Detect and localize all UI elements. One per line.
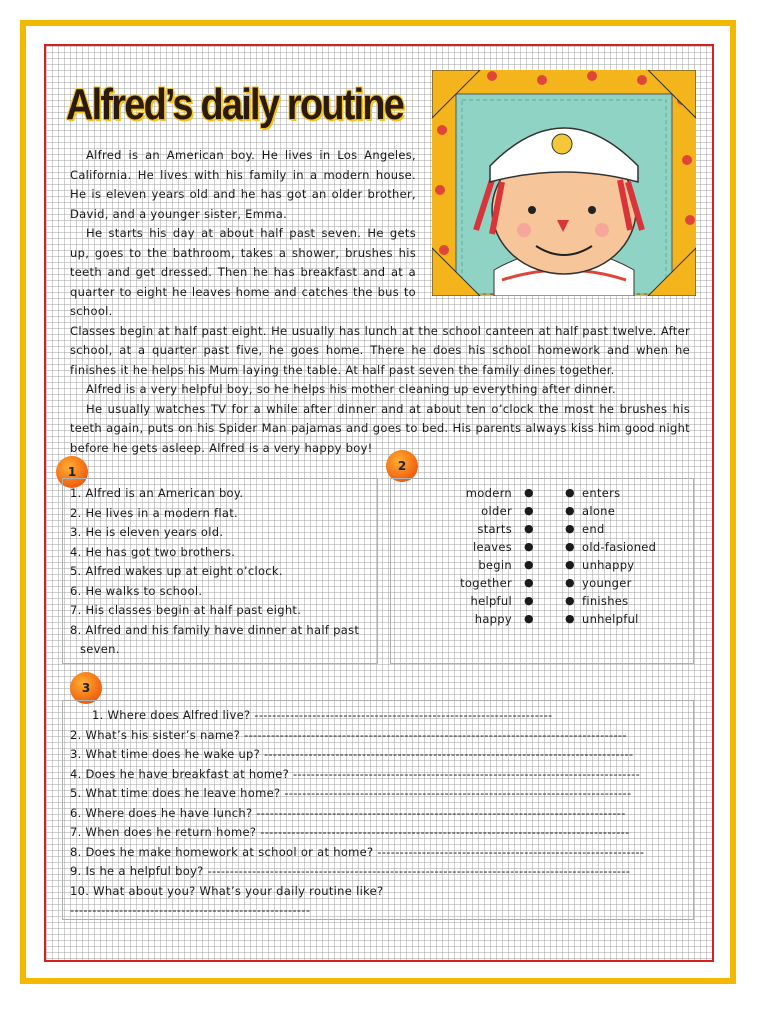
match-word: starts [477,522,512,536]
question-line: 1. Where does Alfred live? ------------------------------------------------------------------- [92,708,553,722]
match-word: younger [582,576,632,590]
bullet-dot: ● [524,594,534,607]
list-item: 5. Alfred wakes up at eight o’clock. [70,564,283,578]
paragraph-2a: He starts his day at about half past seven. He gets up, goes to the bathroom, takes a shower, brushes his teeth and get dressed. Then he has breakfast and at a quarter to eight he leaves home and catches the bus to school. [70,226,416,318]
match-word: enters [582,486,621,500]
question-line: 9. Is he a helpful boy? ----------------------------------------------------------------------------------------------- [70,864,631,878]
list-item: 4. He has got two brothers. [70,544,236,559]
list-item: 7. His classes begin at half past eight. [70,603,302,617]
question-line: 8. Does he make homework at school or at home? ------------------------------------------------------------ [70,844,645,859]
bullet-dot: ● [565,594,575,607]
matching-left-column [430,484,512,628]
bullet-dot: ● [565,504,575,517]
bullet-dot: ● [524,540,534,553]
bullet-dot: ● [524,486,534,499]
question-line: 4. Does he have breakfast at home? ------------------------------------------------------------------------------ [70,766,641,781]
bullet-dot: ● [565,522,575,535]
list-item: 6. He walks to school. [70,583,203,598]
bullet-dot: ● [524,576,534,589]
bullet-dot: ● [524,558,534,571]
exercise-3-badge: 3 [70,672,102,704]
question-line: 2. What’s his sister’s name? -------------------------------------------------------------------------------------- [70,727,627,742]
question-line: 5. What time does he leave home? ------------------------------------------------------------------------------ [70,786,632,800]
questions-list [70,706,690,921]
match-word: finishes [582,594,629,608]
question-line: 3. What time does he wake up? ----------------------------------------------------------------------------------- [70,747,634,761]
exercise-2-badge: 2 [386,450,418,482]
reading-text [70,146,690,458]
match-word: older [481,504,512,518]
matching-dots-left [524,484,534,628]
match-word: begin [478,558,512,572]
bullet-dot: ● [524,522,534,535]
bullet-dot: ● [565,612,575,625]
paragraph-2b: Classes begin at half past eight. He usually has lunch at the school canteen at half past twelve. After school, at a quarter past five, he goes home. There he does his school homework and when he finishes it he helps his Mum laying the table. At half past seven the family dines together. [70,323,690,377]
list-item: seven. [80,642,120,656]
paragraph-4: He usually watches TV for a while after dinner and at about ten o’clock the most he brushes his teeth again, puts on his Spider Man pajamas and goes to bed. His parents always kiss him good night before he gets asleep. Alfred is a very happy boy! [70,401,690,455]
question-line: 6. Where does he have lunch? ----------------------------------------------------------------------------------- [70,805,626,820]
bullet-dot: ● [524,612,534,625]
match-word: happy [474,612,512,626]
bullet-dot: ● [565,576,575,589]
list-item: 8. Alfred and his family have dinner at half past [70,622,360,637]
match-word: alone [582,504,616,518]
answer-line: ------------------------------------------------------ [70,903,311,917]
true-false-list [70,484,370,660]
bullet-dot: ● [565,558,575,571]
worksheet-title: Alfred’s daily routine [66,80,404,129]
match-word: helpful [470,594,512,608]
match-word: unhappy [582,558,635,572]
match-word: modern [465,486,512,500]
list-item: 1. Alfred is an American boy. [70,486,244,500]
bullet-dot: ● [524,504,534,517]
match-word: leaves [473,540,512,554]
question-line: 10. What about you? What’s your daily routine like? [70,883,384,898]
list-item: 2. He lives in a modern flat. [70,505,239,520]
match-word: old-fasioned [582,540,657,554]
list-item: 3. He is eleven years old. [70,525,224,539]
exercise-1-badge: 1 [56,456,88,488]
matching-dots-right [565,484,575,628]
match-word: unhelpful [582,612,639,626]
matching-right-column [582,484,692,628]
match-word: together [460,576,512,590]
paragraph-3: Alfred is a very helpful boy, so he helps his mother cleaning up everything after dinner. [86,382,616,396]
match-word: end [582,522,605,536]
question-line: 7. When does he return home? ----------------------------------------------------------------------------------- [70,825,630,839]
bullet-dot: ● [565,486,575,499]
paragraph-1: Alfred is an American boy. He lives in Los Angeles, California. He lives with his family in a modern house. He is eleven years old and he has got an older brother, David, and a younger sister, Emma. [70,148,416,221]
bullet-dot: ● [565,540,575,553]
